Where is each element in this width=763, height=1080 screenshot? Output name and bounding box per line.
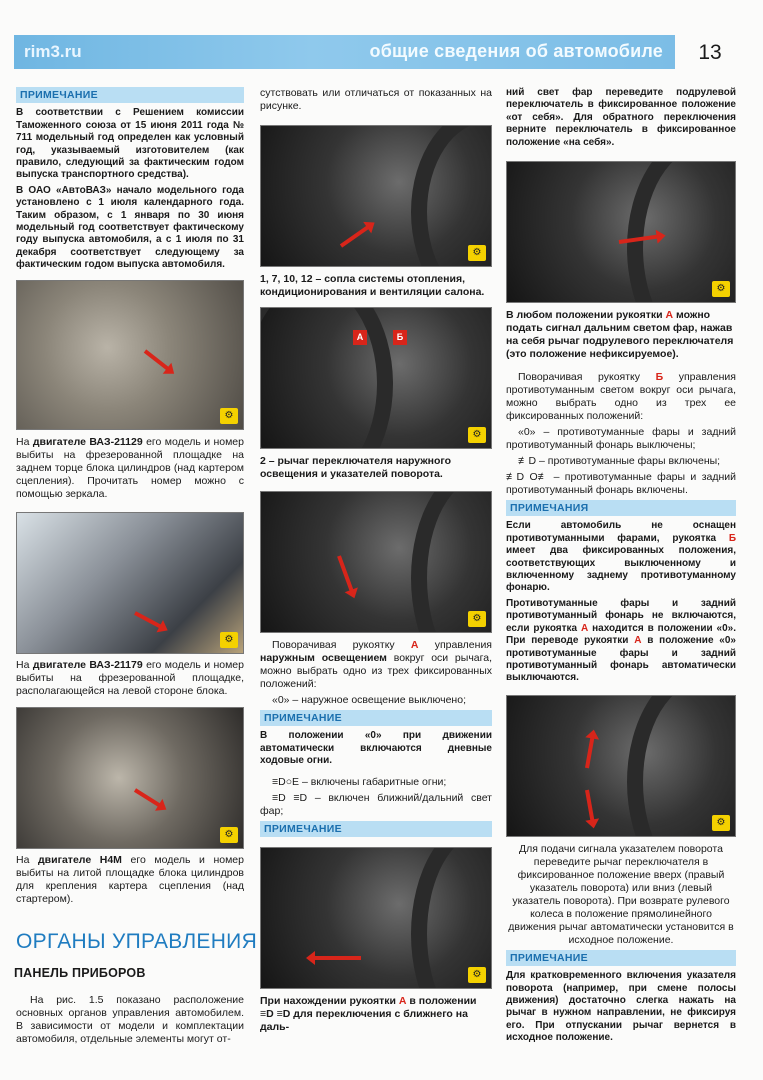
column-right — [506, 87, 736, 1048]
wrench-car-badge-icon: ⚙ — [220, 408, 238, 424]
note-paragraph: Если автомобиль не оснащен противотуманными фарами, рукоятка Б имеет два фиксированных положения, соответствующих выключенному и включенному заднему противотуманному фонарю. — [506, 520, 736, 594]
wrench-car-badge-icon: ⚙ — [468, 967, 486, 983]
body-text: ний свет фар переведите подрулевой переключатель в фиксированное положение «от себя». Для обратного переключения верните переключатель в фиксированное положение «на себя». — [506, 87, 736, 148]
section-title: общие сведения об автомобиле — [369, 41, 663, 61]
body-text: ≢D – противотуманные фары включены; — [518, 455, 721, 468]
high-beam-photo — [260, 847, 492, 989]
note-heading: ПРИМЕЧАНИЕ — [260, 710, 492, 726]
page-number: 13 — [698, 41, 722, 64]
label-b: Б — [393, 330, 407, 345]
label-a: А — [353, 330, 367, 345]
body-text: Поворачивая рукоятку А управления наружным освещением вокруг оси рычага, можно выбрать одно из трех фиксированных положений: — [260, 639, 492, 690]
note-paragraph: В соответствии с Решением комиссии Таможенного союза от 15 июня 2011 года № 711 модельный год определен как условный год, указываемый изготовителем (как правило, следующий за фактическим годом выпуска транспортного средства). — [16, 107, 244, 181]
note-paragraph: В ОАО «АвтоВАЗ» начало модельного года установлено с 1 июля календарного года. Таким образом, с 1 января по 30 июня модельный год соответствует фактическому году выпуска автомобиля, а с 1 июля по 31 декабря соответствует следующему за фактическим годом выпуска автомобиля. — [16, 184, 244, 271]
body-text: ≢D O≢ – противотуманные фары и задний противотуманный фонарь включены. — [506, 471, 737, 497]
rear-fog-icon: ≢D O≢ — [506, 471, 549, 484]
wrench-car-badge-icon: ⚙ — [468, 427, 486, 443]
red-arrow-icon — [340, 225, 370, 248]
body-text: Поворачивая рукоятку Б управления противотуманным светом вокруг оси рычага, можно выбрать одно из трех ее фиксированных положений: — [506, 371, 736, 423]
wrench-car-badge-icon: ⚙ — [712, 815, 730, 831]
body-text: «0» – противотуманные фары и задний противотуманный фонарь выключены; — [506, 426, 736, 452]
body-text: «0» – наружное освещение выключено; — [272, 694, 466, 706]
red-arrow-icon — [585, 789, 594, 821]
light-switch-photo — [260, 307, 492, 449]
photo-caption: 2 – рычаг переключателя наружного освещения и указателей поворота. — [260, 455, 452, 480]
vent-nozzle-photo — [260, 125, 492, 267]
note-heading: ПРИМЕЧАНИЕ — [16, 87, 244, 103]
body-text: ≡D ≡D – включен ближний/дальний свет фар; — [260, 791, 492, 817]
red-arrow-icon — [144, 349, 170, 371]
body-paragraph: На рис. 1.5 показано расположение основных органов управления автомобилем. В зависимости от модели и комплектации автомобиля, отдельные элементы могут от- — [16, 994, 244, 1045]
flash-high-beam-photo — [506, 161, 736, 303]
engine-photo-vaz21179 — [16, 512, 244, 654]
steering-wheel-shape — [260, 307, 393, 449]
photo-caption: На двигателе H4M его модель и номер выбиты на литой площадке блока цилиндров для крепления картера сцепления (над стартером). — [16, 853, 244, 905]
note-paragraph: Для кратковременного включения указателя поворота (например, при смене полосы движения) достаточно слегка нажать на рычаг в нужном направлении, не фиксируя его. При отпускании рычаг вернется в исходное положение. — [506, 970, 736, 1044]
photo-caption: На двигателе ВАЗ-21179 его модель и номер выбиты на фрезерованной площадке, располагающейся на левой стороне блока. — [16, 658, 244, 697]
turn-signal-photo — [506, 695, 736, 837]
note-heading: ПРИМЕЧАНИЯ — [506, 500, 736, 516]
wrench-car-badge-icon: ⚙ — [712, 281, 730, 297]
red-arrow-icon — [313, 956, 361, 960]
note-paragraph: В положении «0» при движении автоматически включаются дневные ходовые огни. — [260, 730, 492, 767]
body-text: сутствовать или отличаться от показанных на рисунке. — [260, 87, 492, 112]
column-left — [16, 84, 244, 909]
parking-lights-icon: ≡D○E — [272, 775, 300, 788]
red-arrow-icon — [134, 611, 162, 629]
page-header — [14, 35, 675, 69]
fog-lights-icon: ≢D — [518, 455, 537, 468]
light-switch-rotate-photo — [260, 491, 492, 633]
red-arrow-icon — [585, 736, 594, 768]
photo-caption: При нахождении рукоятки А в положении ≡D ≡D для переключения с ближнего на даль- — [260, 995, 477, 1034]
sub-heading: ПАНЕЛЬ ПРИБОРОВ — [14, 966, 146, 980]
site-name: rim3.ru — [24, 42, 82, 61]
column-middle — [260, 87, 492, 1037]
wrench-car-badge-icon: ⚙ — [220, 632, 238, 648]
wrench-car-badge-icon: ⚙ — [220, 827, 238, 843]
red-arrow-icon — [337, 555, 354, 592]
section-heading: ОРГАНЫ УПРАВЛЕНИЯ — [16, 930, 258, 953]
wrench-car-badge-icon: ⚙ — [468, 245, 486, 261]
body-text: ≡D○E – включены габаритные огни; — [272, 775, 447, 788]
wrench-car-badge-icon: ⚙ — [468, 611, 486, 627]
note-heading: ПРИМЕЧАНИЕ — [260, 821, 492, 837]
photo-caption: Для подачи сигнала указателем поворота переведите рычаг переключателя в фиксированное положение вверх (правый указатель поворота) или вниз (левый указатель поворота). При возврате рулевого колеса в положение прямолинейного движения рычаг автоматически установится в исходное положение. — [508, 842, 734, 946]
note-heading: ПРИМЕЧАНИЕ — [506, 950, 736, 966]
red-arrow-icon — [134, 788, 162, 807]
photo-caption: На двигателе ВАЗ-21129 его модель и номер выбиты на фрезерованной площадке на заднем торце блока цилиндров (над картером сцепления). Прочитать номер можно с помощью зеркала. — [16, 435, 244, 500]
photo-caption: В любом положении рукоятки А можно подать сигнал дальним светом фар, нажав на себя рычаг подрулевого переключателя (это положение нефиксируемое). — [506, 309, 734, 361]
photo-caption: 1, 7, 10, 12 – сопла системы отопления, кондиционирования и вентиляции салона. — [260, 273, 485, 298]
headlights-icon: ≡D ≡D — [272, 791, 308, 804]
engine-photo-vaz21129 — [16, 280, 244, 430]
note-paragraph: Противотуманные фары и задний противотуманный фонарь не включаются, если рукоятка А находится в положении «0». При переводе рукоятки А в положение «0» противотуманные фары и задний противотуманный фонарь автоматически выключаются. — [506, 597, 736, 684]
engine-photo-h4m — [16, 707, 244, 849]
